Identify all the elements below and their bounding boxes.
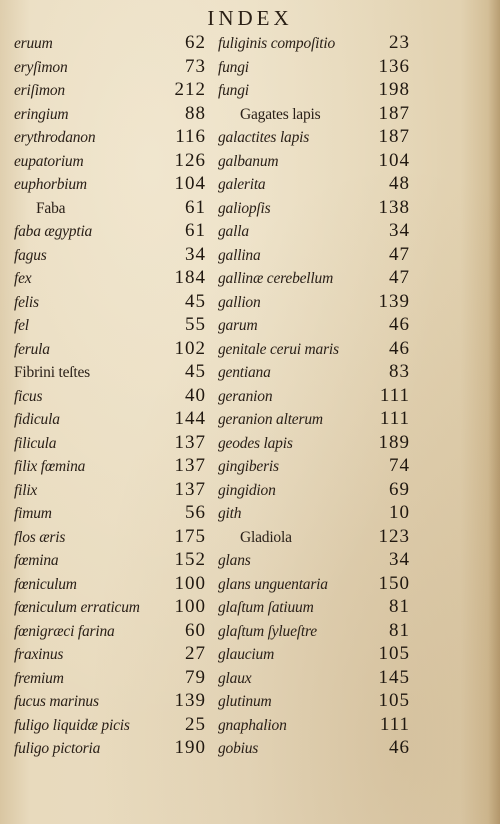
page-reference: 79 [185,666,206,688]
page-reference: 126 [174,149,206,171]
page-reference: 137 [174,455,206,476]
index-entry [218,713,410,737]
page-reference: 69 [389,478,410,500]
index-term: gallinæ cerebellum [218,270,334,287]
index-term: eringium [14,105,69,123]
index-entry [218,548,410,572]
index-entry [14,78,206,102]
index-term: fœniculum erraticum [14,599,140,616]
index-entry [218,642,410,666]
index-term: glans unguentaria [218,575,328,593]
page-reference: 111 [379,384,410,406]
index-entry [218,78,410,102]
index-entry [14,713,206,737]
index-column-left [14,31,206,758]
index-term: erythrodanon [14,129,96,146]
page-reference: 81 [389,596,410,617]
index-term: gentiana [218,364,271,381]
index-term: eruum [14,35,53,52]
page-reference: 175 [174,525,206,547]
page-reference: 100 [174,596,206,617]
page-reference: 136 [378,55,410,77]
index-term: glaux [218,669,252,687]
page-reference: 104 [378,149,410,171]
index-term: ferula [14,340,50,358]
index-entry [218,196,410,220]
page-reference: 198 [378,79,410,100]
index-entry [218,595,410,619]
page-reference: 40 [185,384,206,406]
page-reference: 61 [185,196,206,218]
index-entry [218,31,410,55]
page-reference: 60 [185,619,206,641]
index-entry [14,454,206,478]
page-reference: 102 [174,337,206,359]
page-reference: 150 [378,572,410,594]
index-term: genitale cerui maris [218,340,339,358]
index-term: galactites lapis [218,129,310,146]
page-reference: 144 [174,408,206,429]
index-term: geodes lapis [218,434,293,452]
index-entry [14,525,206,549]
index-entry [14,548,206,572]
index-entry [14,313,206,337]
page-reference: 189 [378,431,410,453]
index-term: glaſtum ſatiuum [218,599,314,616]
index-entry [14,478,206,502]
index-entry [14,125,206,149]
index-term: fungi [218,58,249,76]
index-term: flos æris [14,528,66,546]
index-term: felis [14,293,39,311]
index-term: gobius [218,740,259,757]
index-term: gnaphalion [218,716,287,734]
index-entry [14,196,206,220]
page-reference: 25 [185,713,206,735]
page-reference: 152 [174,549,206,570]
page-reference: 184 [174,267,206,288]
page-reference: 111 [379,408,410,429]
index-entry [14,149,206,173]
index-entry [14,337,206,361]
index-term: fagus [14,246,47,264]
page-reference: 83 [389,361,410,382]
page-reference: 123 [378,525,410,547]
page-reference: 105 [378,690,410,711]
page-reference: 27 [185,643,206,664]
page-reference: 139 [378,290,410,312]
page-reference: 104 [174,173,206,194]
page-reference: 47 [389,243,410,265]
page-reference: 138 [378,196,410,218]
page-reference: 111 [379,713,410,735]
index-term: fex [14,270,32,287]
page-reference: 55 [185,314,206,335]
index-term: fel [14,317,29,334]
index-entry [218,525,410,549]
page-reference: 48 [389,173,410,194]
index-entry [218,736,410,760]
index-entry [218,125,410,149]
index-entry [14,290,206,314]
page-reference: 137 [174,431,206,453]
index-entry [14,384,206,408]
index-term: gallina [218,246,261,264]
page-reference: 139 [174,690,206,711]
index-term: Gladiola [240,528,292,546]
index-entry [14,736,206,760]
index-term: geranion [218,387,273,405]
index-entry [14,102,206,126]
index-entry [14,501,206,525]
index-entry [14,172,206,196]
page-reference: 23 [389,32,410,53]
page-reference: 45 [185,361,206,382]
index-term: filix fœmina [14,458,86,475]
index-entry [218,313,410,337]
index-entry [14,619,206,643]
page-reference: 137 [174,478,206,500]
index-term: gingiberis [218,458,279,475]
index-entry [14,407,206,431]
index-term: fœmina [14,552,59,569]
page-reference: 105 [378,643,410,664]
index-entry [218,666,410,690]
page-reference: 212 [174,79,206,100]
index-term: gingidion [218,481,276,499]
index-entry [218,407,410,431]
index-term: filix [14,481,38,499]
index-term: gith [218,505,242,522]
index-entry [218,102,410,126]
index-entry [218,572,410,596]
page-reference: 45 [185,290,206,312]
index-term: galerita [218,176,266,193]
page-reference: 47 [389,267,410,288]
index-entry [218,290,410,314]
index-entry [14,31,206,55]
index-entry [14,642,206,666]
page-reference: 81 [389,619,410,641]
index-term: fuligo pictoria [14,740,101,757]
index-entry [14,666,206,690]
index-term: fungi [218,82,249,99]
index-entry [218,431,410,455]
index-entry [14,689,206,713]
index-entry [14,431,206,455]
index-term: gallion [218,293,261,311]
index-term: fraxinus [14,646,64,663]
index-entry [218,337,410,361]
page-reference: 62 [185,32,206,53]
index-entry [14,243,206,267]
page-reference: 145 [378,666,410,688]
index-entry [14,266,206,290]
index-entry [14,572,206,596]
index-entry [218,454,410,478]
index-term: fremium [14,669,64,687]
page-reference: 88 [185,102,206,124]
page-reference: 74 [389,455,410,476]
index-term: eriſimon [14,82,65,99]
page-reference: 34 [185,243,206,265]
index-term: ficus [14,387,43,405]
index-entry [14,219,206,243]
index-column-right [218,31,410,758]
page-reference: 187 [378,102,410,124]
index-term: eryſimon [14,58,68,76]
index-entry [218,360,410,384]
page-reference: 46 [389,337,410,359]
page-title: INDEX [207,6,293,30]
index-term: galla [218,223,249,240]
index-entry [14,360,206,384]
index-term: fimum [14,505,52,522]
index-term: filicula [14,434,57,452]
index-term: fidicula [14,411,60,428]
page-reference: 61 [185,220,206,241]
index-term: garum [218,317,258,334]
index-term: euphorbium [14,176,87,193]
index-term: geranion alterum [218,411,323,428]
index-entry [218,243,410,267]
index-term: Fibrini teſtes [14,364,90,381]
index-term: galiopſis [218,199,271,217]
index-term: glutinum [218,693,272,710]
page-reference: 46 [389,737,410,758]
index-entry [218,478,410,502]
page-reference: 10 [389,502,410,523]
index-term: glans [218,552,251,569]
page-reference: 190 [174,737,206,758]
page-reference: 187 [378,126,410,147]
index-entry [14,595,206,619]
page-reference: 56 [185,502,206,523]
page-reference: 46 [389,314,410,335]
index-entry [14,55,206,79]
page-edge-shadow [488,0,500,824]
index-entry [218,501,410,525]
index-term: Gagates lapis [240,105,321,123]
page-reference: 34 [389,549,410,570]
index-term: fucus marinus [14,693,99,710]
index-term: Faba [36,199,66,217]
index-term: galbanum [218,152,279,170]
index-term: fuliginis compoſitio [218,35,335,52]
page-reference: 73 [185,55,206,77]
index-term: fuligo liquidæ picis [14,716,130,734]
index-term: glaucium [218,646,275,663]
index-entry [218,149,410,173]
page-reference: 116 [175,126,206,147]
index-term: glaſtum ſylueſtre [218,622,317,640]
page-reference: 100 [174,572,206,594]
index-entry [218,172,410,196]
page-reference: 34 [389,220,410,241]
index-term: fœniculum [14,575,77,593]
index-entry [218,55,410,79]
index-entry [218,619,410,643]
index-term: faba ægyptia [14,223,93,240]
index-entry [218,689,410,713]
index-term: fœnigræci farina [14,622,115,640]
index-entry [218,384,410,408]
index-term: eupatorium [14,152,84,170]
index-entry [218,266,410,290]
index-entry [218,219,410,243]
